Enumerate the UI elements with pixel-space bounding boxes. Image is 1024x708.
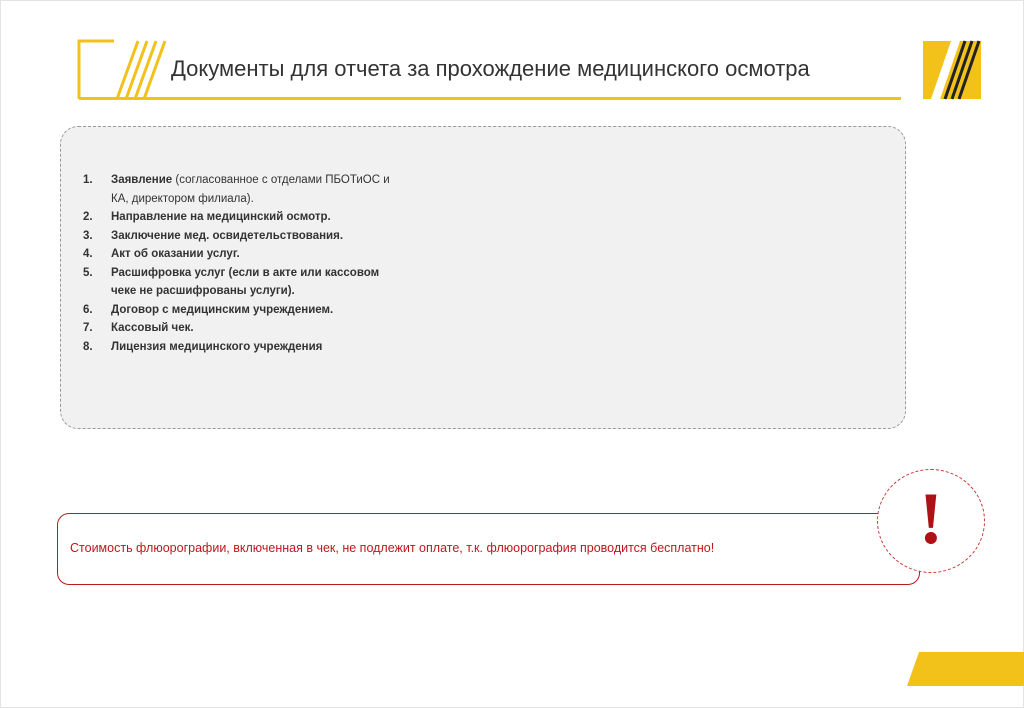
list-item-number: 5. [83,266,93,279]
list-item [83,171,401,208]
list-item-number: 4. [83,248,93,260]
page-title: Документы для отчета за прохождение медицинского осмотра [171,56,810,81]
list-item-text: Расшифровка услуг (если в акте или кассовом чеке не расшифрованы услуги). [111,266,380,297]
list-item-number: 8. [83,340,93,353]
bottom-accent-bar [907,652,1024,686]
documents-panel [60,126,906,429]
list-item-text: Заключение мед. освидетельствования. [111,229,344,242]
list-item-number: 7. [83,322,93,334]
list-item-number: 3. [83,229,93,242]
exclamation-icon: ! [918,478,944,560]
list-item [83,319,401,338]
list-item [83,245,401,264]
list-item-text: Договор с медицинским учреждением. [111,303,334,316]
list-item-text: Заявление [111,174,173,186]
documents-list [83,171,401,356]
header-stripes-decoration [77,39,169,101]
list-item-number: 1. [83,174,93,186]
list-item-text: Кассовый чек. [111,322,194,334]
warning-panel [57,513,920,585]
list-item [83,301,401,320]
corner-logo-icon [921,39,983,101]
list-item-text: Направление на медицинский осмотр. [111,211,331,223]
list-item-text: Акт об оказании услуг. [111,248,240,260]
list-item-text: Лицензия медицинского учреждения [111,340,323,353]
list-item-note: (согласованное с отделами ПБОТиОС и КА, директором филиала). [111,174,390,205]
list-item-number: 2. [83,211,93,223]
list-item [83,208,401,227]
list-item [83,264,401,301]
list-item-number: 6. [83,303,93,316]
list-item [83,227,401,246]
warning-badge [877,469,985,573]
warning-text: Стоимость флюорографии, включенная в чек, не подлежит оплате, т.к. флюорография проводится бесплатно! [70,541,715,555]
list-item [83,338,401,357]
title-underline [79,97,901,100]
